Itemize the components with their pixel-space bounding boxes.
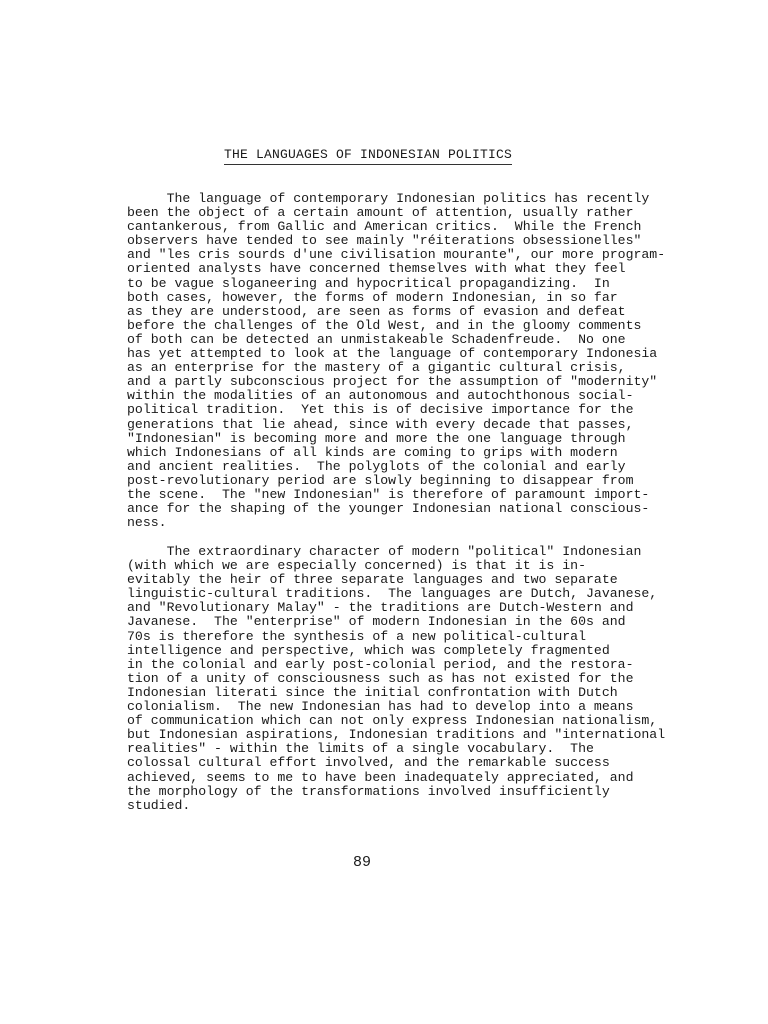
text-line: to be vague sloganeering and hypocritical propagandizing. In <box>127 275 610 291</box>
text-line: in the colonial and early post-colonial period, and the restora- <box>127 656 634 672</box>
text-line: oriented analysts have concerned themselves with what they feel <box>127 261 626 277</box>
text-line: cantankerous, from Gallic and American critics. While the French <box>127 219 642 235</box>
text-line: ness. <box>127 515 167 531</box>
text-line: within the modalities of an autonomous and autochthonous social- <box>127 388 634 404</box>
text-line: and "les cris sourds d'une civilisation mourante", our more program- <box>127 247 666 263</box>
text-line: both cases, however, the forms of modern Indonesian, in so far <box>127 289 618 305</box>
text-line: colossal cultural effort involved, and the remarkable success <box>127 755 610 771</box>
text-line: colonialism. The new Indonesian has had to develop into a means <box>127 699 634 715</box>
text-line: achieved, seems to me to have been inadequately appreciated, and <box>127 769 634 785</box>
text-line: has yet attempted to look at the language of contemporary Indonesia <box>127 346 658 362</box>
text-line: and ancient realities. The polyglots of the colonial and early <box>127 458 626 474</box>
text-line: as they are understood, are seen as forms of evasion and defeat <box>127 303 626 319</box>
text-line: but Indonesian aspirations, Indonesian traditions and "international <box>127 727 666 743</box>
paragraph-1 <box>127 192 687 530</box>
text-line: of both can be detected an unmistakeable Schadenfreude. No one <box>127 331 626 347</box>
text-line: realities" - within the limits of a single vocabulary. The <box>127 741 594 757</box>
text-line: as an enterprise for the mastery of a gigantic cultural crisis, <box>127 360 626 376</box>
text-line: tion of a unity of consciousness such as has not existed for the <box>127 670 634 686</box>
text-line: before the challenges of the Old West, and in the gloomy comments <box>127 317 642 333</box>
text-line: of communication which can not only express Indonesian nationalism, <box>127 713 658 729</box>
text-line: evitably the heir of three separate languages and two separate <box>127 572 618 588</box>
text-line: observers have tended to see mainly "réiterations obsessionelles" <box>127 233 642 249</box>
text-line: Indonesian literati since the initial confrontation with Dutch <box>127 684 618 700</box>
text-line: (with which we are especially concerned) is that it is in- <box>127 558 586 574</box>
text-line: linguistic-cultural traditions. The languages are Dutch, Javanese, <box>127 586 658 602</box>
text-line: "Indonesian" is becoming more and more the one language through <box>127 430 626 446</box>
text-line: and a partly subconscious project for the assumption of "modernity" <box>127 374 658 390</box>
text-line: political tradition. Yet this is of decisive importance for the <box>127 402 634 418</box>
text-line: generations that lie ahead, since with every decade that passes, <box>127 416 634 432</box>
page-number: 89 <box>352 854 371 871</box>
text-line: studied. <box>127 797 191 813</box>
text-line: which Indonesians of all kinds are coming to grips with modern <box>127 444 618 460</box>
text-line: The language of contemporary Indonesian politics has recently <box>127 191 650 206</box>
text-line: 70s is therefore the synthesis of a new political-cultural <box>127 628 586 644</box>
page-title: THE LANGUAGES OF INDONESIAN POLITICS <box>224 147 512 165</box>
text-line: Javanese. The "enterprise" of modern Indonesian in the 60s and <box>127 614 626 630</box>
text-line: the morphology of the transformations involved insufficiently <box>127 783 610 799</box>
text-line: post-revolutionary period are slowly beginning to disappear from <box>127 472 634 488</box>
text-line: been the object of a certain amount of attention, usually rather <box>127 205 634 221</box>
text-line: The extraordinary character of modern "political" Indonesian <box>127 544 642 559</box>
text-line: intelligence and perspective, which was completely fragmented <box>127 642 610 658</box>
paragraph-2 <box>127 545 687 813</box>
text-line: ance for the shaping of the younger Indonesian national conscious- <box>127 501 650 517</box>
text-line: the scene. The "new Indonesian" is therefore of paramount import- <box>127 486 650 502</box>
text-line: and "Revolutionary Malay" - the traditions are Dutch-Western and <box>127 600 634 616</box>
